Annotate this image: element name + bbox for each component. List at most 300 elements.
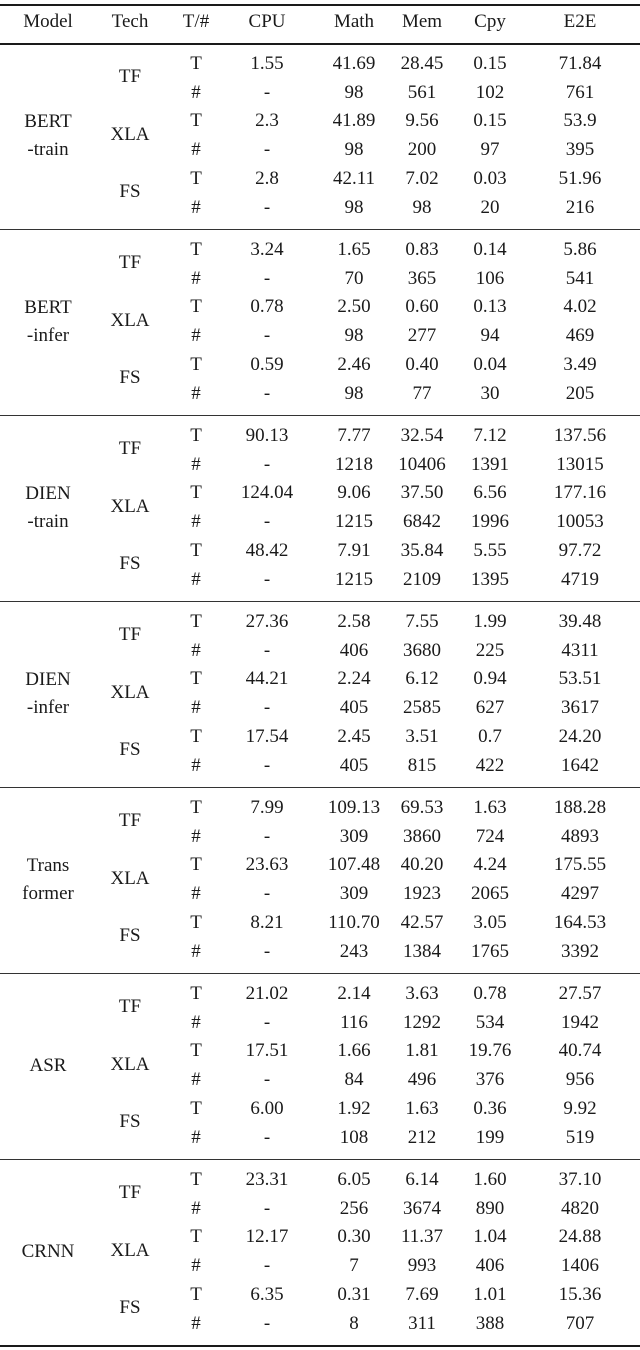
table-cell: 2.14	[337, 983, 371, 1004]
table-cell: 388	[475, 1312, 505, 1334]
table-cell: 2.58	[337, 611, 371, 632]
table-cell: -	[263, 825, 271, 847]
table-cell: 102	[475, 81, 505, 103]
model-label: -infer	[26, 325, 70, 347]
header-cpy: Cpy	[474, 11, 506, 32]
row-type-label: T	[190, 983, 202, 1004]
table-cell: 6.00	[250, 1097, 284, 1119]
table-cell: 8.21	[250, 911, 284, 933]
header-e2e: E2E	[563, 11, 597, 32]
table-cell: 11.37	[400, 1226, 444, 1248]
row-type-label: #	[191, 196, 201, 218]
model-label: DIEN	[25, 483, 71, 505]
table-cell: 707	[565, 1312, 595, 1334]
table-cell: 124.04	[240, 482, 294, 504]
table-cell: 277	[407, 325, 437, 347]
group-divider	[0, 973, 640, 974]
tech-label: TF	[118, 66, 142, 88]
table-cell: 51.96	[558, 167, 602, 189]
table-cell: 2.24	[337, 668, 371, 690]
table-cell: 6.14	[405, 1169, 439, 1190]
row-type-label: T	[190, 1097, 202, 1119]
table-cell: 1.65	[337, 239, 371, 260]
table-cell: 15.36	[558, 1283, 602, 1305]
table-cell: 0.13	[473, 296, 507, 318]
row-type-label: T	[190, 167, 202, 189]
table-cell: 2065	[471, 883, 509, 905]
table-cell: 71.84	[558, 53, 602, 74]
tech-label: XLA	[110, 1239, 150, 1261]
row-type-label: #	[191, 639, 201, 661]
row-type-label: T	[190, 53, 202, 74]
table-cell: -	[263, 1312, 271, 1334]
table-cell: 2.45	[337, 725, 371, 747]
table-cell: 98	[344, 139, 364, 161]
table-cell: 0.78	[473, 983, 507, 1004]
tech-label: TF	[118, 810, 142, 832]
table-cell: -	[263, 639, 271, 661]
row-type-label: T	[190, 239, 202, 260]
row-type-label: #	[191, 81, 201, 103]
table-cell: 0.7	[478, 725, 502, 747]
table-cell: 519	[565, 1126, 595, 1148]
table-cell: 4820	[561, 1197, 599, 1219]
table-cell: 8	[349, 1312, 359, 1334]
table-cell: 1.60	[473, 1169, 507, 1190]
table-cell: -	[263, 139, 271, 161]
table-cell: 19.76	[468, 1040, 512, 1062]
table-cell: 309	[339, 883, 369, 905]
row-type-label: #	[191, 1312, 201, 1334]
tech-label: FS	[119, 1297, 141, 1319]
table-cell: 23.63	[245, 854, 289, 876]
table-cell: 216	[565, 196, 595, 218]
table-cell: 993	[407, 1255, 437, 1277]
table-cell: 956	[565, 1069, 595, 1091]
table-cell: 9.06	[337, 482, 371, 504]
table-cell: 44.21	[245, 668, 289, 690]
table-cell: 0.40	[405, 353, 439, 375]
table-cell: 109.13	[327, 797, 381, 818]
table-cell: 243	[339, 940, 369, 962]
table-cell: 0.60	[405, 296, 439, 318]
table-cell: 205	[565, 382, 595, 404]
row-type-label: T	[190, 539, 202, 561]
row-type-label: T	[190, 854, 202, 876]
tech-label: XLA	[110, 495, 150, 517]
table-cell: 0.03	[473, 167, 507, 189]
table-cell: 98	[344, 382, 364, 404]
row-type-label: T	[190, 668, 202, 690]
model-label: DIEN	[25, 669, 71, 691]
table-cell: 116	[340, 1011, 368, 1033]
table-cell: -	[263, 883, 271, 905]
table-cell: 77	[412, 382, 432, 404]
table-cell: 30	[480, 382, 500, 404]
table-cell: 17.54	[245, 725, 289, 747]
table-cell: 1215	[335, 568, 373, 590]
table-cell: 1391	[471, 453, 509, 475]
row-type-label: #	[191, 382, 201, 404]
header-cpu: CPU	[248, 11, 286, 32]
row-type-label: #	[191, 1255, 201, 1277]
row-type-label: #	[191, 1126, 201, 1148]
table-cell: 0.36	[473, 1097, 507, 1119]
table-cell: 200	[407, 139, 437, 161]
table-cell: 32.54	[400, 425, 444, 446]
tech-label: XLA	[110, 867, 150, 889]
table-cell: 6.05	[337, 1169, 371, 1190]
row-type-label: T	[190, 1283, 202, 1305]
table-cell: -	[263, 1069, 271, 1091]
table-cell: -	[263, 196, 271, 218]
table-cell: 4893	[561, 825, 599, 847]
table-cell: 815	[407, 754, 437, 776]
table-cell: 2.3	[255, 110, 279, 132]
table-cell: 761	[565, 81, 595, 103]
group-divider	[0, 229, 640, 230]
row-type-label: T	[190, 1169, 202, 1190]
table-cell: 0.14	[473, 239, 507, 260]
table-cell: 890	[475, 1197, 505, 1219]
table-cell: 9.92	[563, 1097, 597, 1119]
row-type-label: #	[191, 825, 201, 847]
table-cell: 21.02	[245, 983, 289, 1004]
table-cell: 5.55	[473, 539, 507, 561]
table-cell: 6.12	[405, 668, 439, 690]
table-cell: 98	[344, 81, 364, 103]
row-type-label: #	[191, 883, 201, 905]
model-label: CRNN	[21, 1241, 75, 1263]
row-type-label: #	[191, 139, 201, 161]
table-cell: -	[263, 1197, 271, 1219]
table-cell: -	[263, 1126, 271, 1148]
table-cell: 422	[475, 754, 505, 776]
table-cell: 406	[475, 1255, 505, 1277]
table-cell: 7.12	[473, 425, 507, 446]
table-cell: 110.70	[328, 911, 380, 933]
tech-label: XLA	[110, 123, 150, 145]
table-cell: 4719	[561, 568, 599, 590]
table-cell: 406	[339, 639, 369, 661]
table-cell: 1.92	[337, 1097, 371, 1119]
table-cell: 0.59	[250, 353, 284, 375]
table-cell: -	[263, 267, 271, 289]
table-cell: 7	[349, 1255, 359, 1277]
table-cell: 175.55	[553, 854, 607, 876]
table-cell: 17.51	[245, 1040, 289, 1062]
table-cell: 107.48	[327, 854, 381, 876]
table-cell: 48.42	[245, 539, 289, 561]
table-cell: 24.88	[558, 1226, 602, 1248]
table-cell: 69.53	[400, 797, 444, 818]
table-cell: 53.51	[558, 668, 602, 690]
table-cell: 395	[565, 139, 595, 161]
table-cell: 4297	[561, 883, 599, 905]
table-cell: 177.16	[553, 482, 607, 504]
header-mem: Mem	[401, 11, 443, 32]
table-cell: 3.49	[563, 353, 597, 375]
table-cell: 37.50	[400, 482, 444, 504]
table-cell: 10406	[398, 453, 446, 475]
model-label: ASR	[29, 1055, 67, 1077]
table-cell: 94	[480, 325, 500, 347]
table-cell: 6.56	[473, 482, 507, 504]
table-cell: 3392	[561, 940, 599, 962]
table-cell: -	[263, 697, 271, 719]
table-cell: 3.05	[473, 911, 507, 933]
table-cell: 188.28	[553, 797, 607, 818]
table-cell: -	[263, 568, 271, 590]
group-divider	[0, 601, 640, 602]
table-cell: 1.55	[250, 53, 284, 74]
table-cell: 212	[407, 1126, 437, 1148]
tech-label: FS	[119, 739, 141, 761]
table-cell: -	[263, 754, 271, 776]
table-cell: 23.31	[245, 1169, 289, 1190]
row-type-label: #	[191, 325, 201, 347]
table-cell: 41.89	[332, 110, 376, 132]
tech-label: FS	[119, 925, 141, 947]
table-cell: 1.01	[473, 1283, 507, 1305]
table-cell: 98	[344, 196, 364, 218]
table-cell: -	[263, 511, 271, 533]
tech-label: FS	[119, 181, 141, 203]
table-cell: 561	[407, 81, 437, 103]
model-label: -train	[27, 139, 69, 161]
group-divider	[0, 1159, 640, 1160]
table-cell: 3680	[403, 639, 441, 661]
table-cell: 2585	[403, 697, 441, 719]
table-cell: 41.69	[332, 53, 376, 74]
table-cell: 97	[480, 139, 500, 161]
row-type-label: #	[191, 940, 201, 962]
table-cell: 1.81	[405, 1040, 439, 1062]
tech-label: FS	[119, 1111, 141, 1133]
table-cell: 1923	[403, 883, 441, 905]
table-cell: 4.24	[473, 854, 507, 876]
table-cell: -	[263, 81, 271, 103]
row-type-label: T	[190, 425, 202, 446]
table-cell: 1.04	[473, 1226, 507, 1248]
model-label: BERT	[24, 297, 72, 319]
table-cell: 311	[408, 1312, 436, 1334]
table-cell: 7.55	[405, 611, 439, 632]
header-math: Math	[333, 11, 375, 32]
table-cell: 199	[475, 1126, 505, 1148]
model-label: -infer	[26, 697, 70, 719]
row-type-label: T	[190, 911, 202, 933]
table-cell: 1215	[335, 511, 373, 533]
table-cell: 1.63	[405, 1097, 439, 1119]
table-cell: 724	[475, 825, 505, 847]
table-cell: 2.46	[337, 353, 371, 375]
model-label: -train	[27, 511, 69, 533]
table-cell: 376	[475, 1069, 505, 1091]
table-cell: 496	[407, 1069, 437, 1091]
table-cell: 27.57	[558, 983, 602, 1004]
table-cell: 0.15	[473, 110, 507, 132]
table-cell: 3.63	[405, 983, 439, 1004]
tech-label: TF	[118, 438, 142, 460]
table-cell: 541	[565, 267, 595, 289]
table-cell: -	[263, 1255, 271, 1277]
table-cell: 1996	[471, 511, 509, 533]
table-cell: 405	[339, 754, 369, 776]
table-cell: 2.50	[337, 296, 371, 318]
table-cell: 627	[475, 697, 505, 719]
table-cell: 53.9	[563, 110, 597, 132]
table-cell: 106	[475, 267, 505, 289]
bottom-rule	[0, 1345, 640, 1347]
table-cell: 225	[475, 639, 505, 661]
table-cell: -	[263, 325, 271, 347]
table-cell: 0.78	[250, 296, 284, 318]
group-divider	[0, 415, 640, 416]
table-cell: 12.17	[245, 1226, 289, 1248]
table-cell: 42.11	[332, 167, 376, 189]
table-cell: 10053	[556, 511, 604, 533]
row-type-label: T	[190, 725, 202, 747]
row-type-label: #	[191, 267, 201, 289]
table-cell: 4.02	[563, 296, 597, 318]
row-type-label: T	[190, 353, 202, 375]
table-cell: 3860	[403, 825, 441, 847]
row-type-label: #	[191, 453, 201, 475]
tech-label: TF	[118, 1182, 142, 1204]
row-type-label: T	[190, 110, 202, 132]
table-cell: 6.35	[250, 1283, 284, 1305]
table-cell: 4311	[561, 639, 599, 661]
table-cell: 469	[565, 325, 595, 347]
table-cell: 7.91	[337, 539, 371, 561]
table-cell: 3.24	[250, 239, 284, 260]
row-type-label: T	[190, 611, 202, 632]
model-label: BERT	[24, 111, 72, 133]
row-type-label: #	[191, 754, 201, 776]
tech-label: XLA	[110, 681, 150, 703]
table-cell: -	[263, 382, 271, 404]
tech-label: XLA	[110, 1053, 150, 1075]
group-divider	[0, 787, 640, 788]
tech-label: FS	[119, 367, 141, 389]
table-cell: 1395	[471, 568, 509, 590]
table-cell: 3617	[561, 697, 599, 719]
row-type-label: T	[190, 1226, 202, 1248]
tech-label: FS	[119, 553, 141, 575]
table-cell: 164.53	[553, 911, 607, 933]
table-cell: 27.36	[245, 611, 289, 632]
table-cell: 1292	[403, 1011, 441, 1033]
table-cell: 28.45	[400, 53, 444, 74]
table-cell: 42.57	[400, 911, 444, 933]
table-cell: 0.94	[473, 668, 507, 690]
row-type-label: #	[191, 1011, 201, 1033]
table-cell: 1.63	[473, 797, 507, 818]
tech-label: TF	[118, 624, 142, 646]
table-cell: 2109	[403, 568, 441, 590]
model-label: former	[22, 883, 74, 905]
top-rule	[0, 4, 640, 6]
table-cell: 1406	[561, 1255, 599, 1277]
table-cell: 1942	[561, 1011, 599, 1033]
table-cell: 1765	[471, 940, 509, 962]
tech-label: XLA	[110, 309, 150, 331]
table-cell: 0.31	[337, 1283, 371, 1305]
row-type-label: #	[191, 511, 201, 533]
table-cell: 40.20	[400, 854, 444, 876]
table-cell: 137.56	[553, 425, 607, 446]
table-cell: 0.83	[405, 239, 439, 260]
table-cell: 97.72	[558, 539, 602, 561]
table-cell: 7.69	[405, 1283, 439, 1305]
table-cell: 40.74	[558, 1040, 602, 1062]
table-cell: 3.51	[405, 725, 439, 747]
tech-label: TF	[118, 252, 142, 274]
table-cell: 0.04	[473, 353, 507, 375]
table-cell: 309	[339, 825, 369, 847]
table-cell: -	[263, 940, 271, 962]
table-cell: 3674	[403, 1197, 441, 1219]
table-cell: 20	[480, 196, 500, 218]
table-cell: 0.30	[337, 1226, 371, 1248]
header-rule	[0, 43, 640, 45]
table-cell: 2.8	[255, 167, 279, 189]
table-cell: 24.20	[558, 725, 602, 747]
table-cell: 7.77	[337, 425, 371, 446]
table-cell: -	[263, 1011, 271, 1033]
header-model: Model	[23, 11, 73, 32]
table-cell: 98	[344, 325, 364, 347]
model-label: Trans	[26, 855, 70, 877]
table-cell: 1218	[335, 453, 373, 475]
table-cell: 39.48	[558, 611, 602, 632]
table-cell: 90.13	[245, 425, 289, 446]
row-type-label: T	[190, 296, 202, 318]
table-cell: 7.02	[405, 167, 439, 189]
table-cell: 84	[344, 1069, 364, 1091]
table-cell: 70	[344, 267, 364, 289]
table-cell: 0.15	[473, 53, 507, 74]
table-cell: 98	[412, 196, 432, 218]
table-cell: 534	[475, 1011, 505, 1033]
row-type-label: T	[190, 482, 202, 504]
table-cell: 1642	[561, 754, 599, 776]
row-type-label: #	[191, 1197, 201, 1219]
table-cell: 13015	[556, 453, 604, 475]
table-cell: 256	[339, 1197, 369, 1219]
row-type-label: #	[191, 568, 201, 590]
table-cell: 1.99	[473, 611, 507, 632]
table-cell: -	[263, 453, 271, 475]
row-type-label: T	[190, 797, 202, 818]
table-cell: 108	[339, 1126, 369, 1148]
row-type-label: #	[191, 697, 201, 719]
table-cell: 35.84	[400, 539, 444, 561]
table-cell: 5.86	[563, 239, 597, 260]
row-type-label: T	[190, 1040, 202, 1062]
table-cell: 9.56	[405, 110, 439, 132]
tech-label: TF	[118, 996, 142, 1018]
table-cell: 405	[339, 697, 369, 719]
header-type: T/#	[182, 11, 210, 32]
table-cell: 365	[407, 267, 437, 289]
header-tech: Tech	[111, 11, 149, 32]
row-type-label: #	[191, 1069, 201, 1091]
table-cell: 6842	[403, 511, 441, 533]
table-cell: 1384	[403, 940, 441, 962]
table-cell: 7.99	[250, 797, 284, 818]
